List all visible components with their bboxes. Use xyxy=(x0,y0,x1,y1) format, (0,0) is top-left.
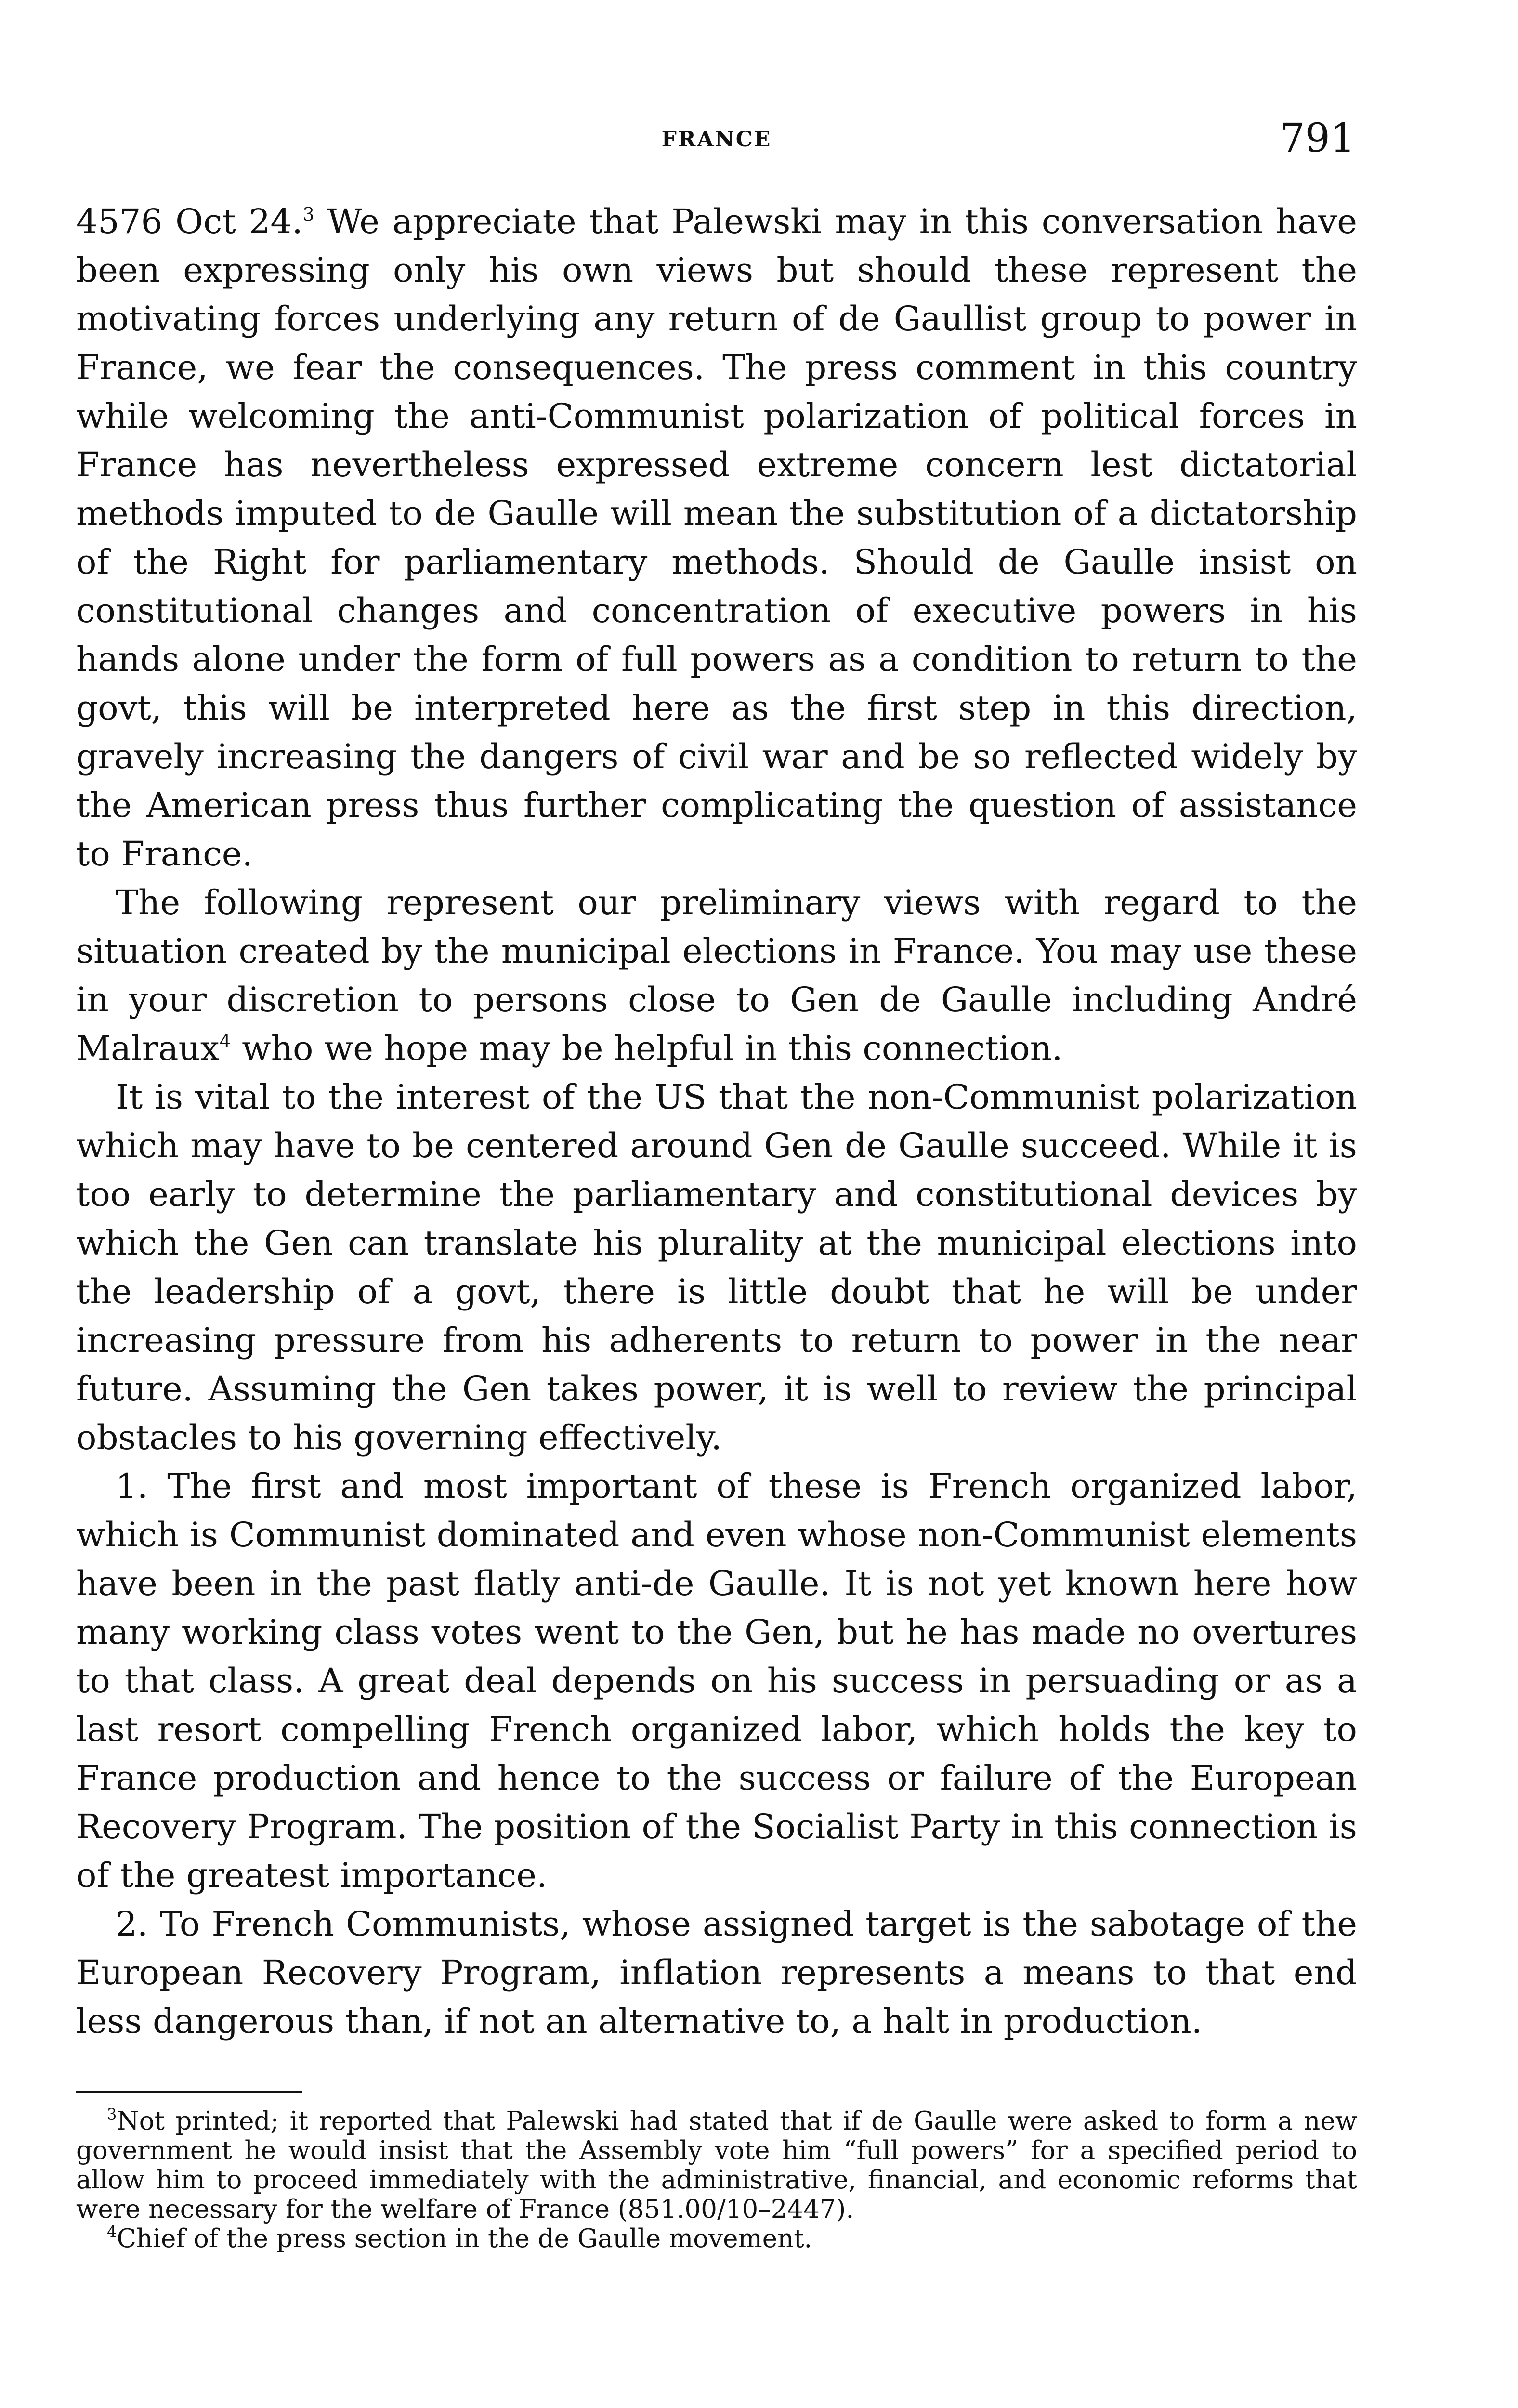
footnote-ref-3: 3 xyxy=(302,203,314,225)
running-title: FRANCE xyxy=(661,127,772,152)
footnote-3-mark: 3 xyxy=(107,2105,117,2124)
body-text xyxy=(76,197,1357,2046)
footnote-3 xyxy=(76,2107,1357,2224)
paragraph-1-text-before-footnote: 4576 Oct 24. xyxy=(76,202,303,241)
paragraph-1 xyxy=(76,197,1357,878)
page-number: 791 xyxy=(1280,116,1355,161)
footnote-4-mark: 4 xyxy=(107,2223,117,2241)
paragraph-1-text-after-footnote: We appreciate that Palewski may in this conversation have been expressing only his own views but should these represent the motivating forces underlying any return of de Gaullist group to power in France, we fear the consequences. The press comment in this country while welcoming the anti-Communist polarization of political forces in France has nevertheless expressed extreme concern lest dictatorial methods imputed to de Gaulle will mean the substitution of a dictatorship of the Right for parliamentary methods. Should de Gaulle insist on constitutional changes and concentration of executive powers in his hands alone under the form of full powers as a condition to return to the govt, this will be interpreted here as the first step in this direction, gravely increasing the dangers of civil war and be so reflected widely by the American press thus further complicating the question of assistance to France. xyxy=(76,202,1357,874)
paragraph-2 xyxy=(76,878,1357,1073)
paragraph-3: It is vital to the interest of the US that the non-Communist polarization which may have to be centered around Gen de Gaulle succeed. While it is too early to determine the parliamentary and constitutional devices by which the Gen can translate his plurality at the municipal elections into the leadership of a govt, there is little doubt that he will be under increasing pressure from his adherents to return to power in the near future. Assuming the Gen takes power, it is well to review the principal obstacles to his governing effectively. xyxy=(76,1077,1357,1457)
footnote-4-text: Chief of the press section in the de Gaulle movement. xyxy=(117,2224,812,2253)
document-page xyxy=(76,116,1357,2408)
paragraph-5: 2. To French Communists, whose assigned target is the sabotage of the European Recovery Program, inflation represents a means to that end less dangerous than, if not an alternative to, a halt in production. xyxy=(76,1904,1357,2041)
running-head xyxy=(76,116,1357,169)
footnote-4 xyxy=(76,2224,1357,2253)
footnote-3-text: Not printed; it reported that Palewski had stated that if de Gaulle were asked to form a new government he would insist that the Assembly vote him “full powers” for a specified period to allow him to proceed immediately with the administrative, financial, and economic reforms that were necessary for the welfare of France (851.00/10–2447). xyxy=(76,2107,1357,2224)
footnote-divider xyxy=(76,2091,302,2093)
paragraph-2-text-before-footnote: The following represent our preliminary views with regard to the situation created by the municipal elections in France. You may use these in your discretion to persons close to Gen de Gaulle including André Malraux xyxy=(76,883,1357,1068)
paragraph-4: 1. The first and most important of these is French organized labor, which is Communist dominated and even whose non-Communist elements have been in the past flatly anti-de Gaulle. It is not yet known here how many working class votes went to the Gen, but he has made no overtures to that class. A great deal depends on his success in persuading or as a last resort compelling French organized labor, which holds the key to France production and hence to the success or failure of the European Recovery Program. The position of the Socialist Party in this connection is of the greatest importance. xyxy=(76,1466,1357,1895)
paragraph-2-text-after-footnote: who we hope may be helpful in this connection. xyxy=(231,1029,1063,1068)
footnote-ref-4: 4 xyxy=(219,1030,231,1052)
footnotes xyxy=(76,2107,1357,2253)
